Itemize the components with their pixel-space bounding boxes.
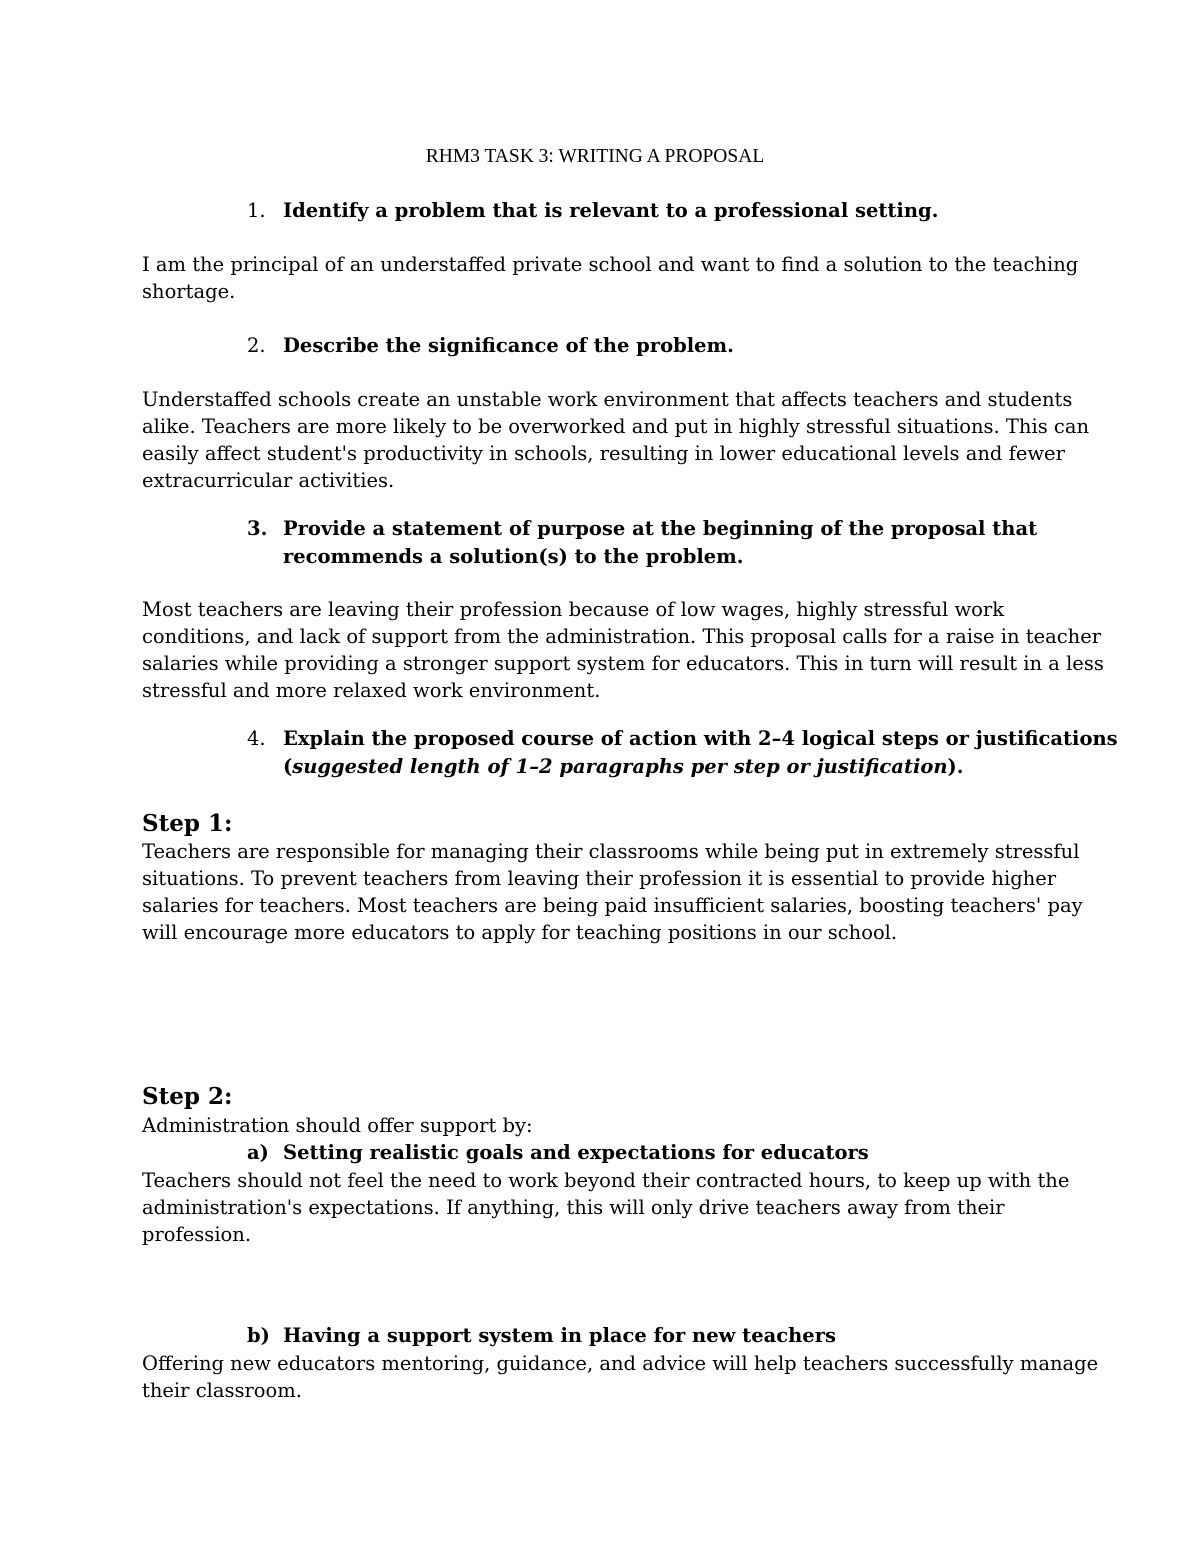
- question-3-line-2: recommends a solution(s) to the problem.: [283, 545, 744, 568]
- question-4-line-2: [283, 753, 964, 781]
- answer-1-line-1: I am the principal of an understaffed private school and want to find a solution to the teaching: [142, 253, 1079, 276]
- step-2-sub-b-label: b): [247, 1324, 270, 1347]
- step-2-sub-a-line-2: administration's expectations. If anything, this will only drive teachers away from their: [142, 1196, 1005, 1219]
- step-1-line-4: will encourage more educators to apply for teaching positions in our school.: [142, 921, 898, 944]
- step-2-intro: Administration should offer support by:: [142, 1114, 533, 1137]
- step-2-heading: Step 2:: [142, 1083, 233, 1110]
- step-2-sub-b-text: Having a support system in place for new teachers: [283, 1324, 836, 1347]
- step-2-sub-b-heading: [247, 1322, 836, 1349]
- step-1-heading: Step 1:: [142, 810, 233, 837]
- question-2: [247, 332, 734, 360]
- question-3-line-1: Provide a statement of purpose at the beginning of the proposal that: [283, 517, 1038, 540]
- question-4-close-paren: ).: [947, 755, 964, 778]
- answer-2-line-2: alike. Teachers are more likely to be overworked and put in highly stressful situations. This can: [142, 415, 1090, 438]
- step-2-sub-a-line-3: profession.: [142, 1223, 252, 1246]
- question-4: [247, 725, 1118, 753]
- step-1-line-3: salaries for teachers. Most teachers are being paid insufficient salaries, boosting teachers' pay: [142, 894, 1083, 917]
- answer-2-line-3: easily affect student's productivity in schools, resulting in lower educational levels and fewer: [142, 442, 1065, 465]
- answer-1-line-2: shortage.: [142, 280, 236, 303]
- step-2-sub-b-line-1: Offering new educators mentoring, guidance, and advice will help teachers successfully manage: [142, 1352, 1099, 1375]
- answer-3-line-4: stressful and more relaxed work environment.: [142, 679, 601, 702]
- question-4-number: 4.: [247, 727, 266, 750]
- answer-3-line-2: conditions, and lack of support from the administration. This proposal calls for a raise in teacher: [142, 625, 1102, 648]
- step-2-sub-a-heading: [247, 1139, 869, 1166]
- answer-2-line-1: Understaffed schools create an unstable work environment that affects teachers and students: [142, 388, 1073, 411]
- answer-3-line-1: Most teachers are leaving their profession because of low wages, highly stressful work: [142, 598, 1005, 621]
- question-4-open-paren: (: [283, 755, 293, 778]
- step-2-sub-a-text: Setting realistic goals and expectations for educators: [283, 1141, 869, 1164]
- question-1-number: 1.: [247, 199, 266, 222]
- step-2-sub-a-line-1: Teachers should not feel the need to work beyond their contracted hours, to keep up with the: [142, 1169, 1070, 1192]
- question-2-text: Describe the significance of the problem.: [283, 334, 734, 357]
- question-3: [247, 515, 1037, 543]
- question-2-number: 2.: [247, 334, 266, 357]
- question-4-italic-note: suggested length of 1–2 paragraphs per step or justification: [292, 755, 948, 778]
- step-2-sub-b-line-2: their classroom.: [142, 1379, 302, 1402]
- question-4-line-1: Explain the proposed course of action with 2–4 logical steps or justifications: [283, 727, 1118, 750]
- question-1: [247, 197, 938, 225]
- step-2-sub-a-label: a): [247, 1141, 269, 1164]
- answer-2-line-4: extracurricular activities.: [142, 469, 395, 492]
- step-1-line-1: Teachers are responsible for managing their classrooms while being put in extremely stressful: [142, 840, 1080, 863]
- question-3-number: 3.: [247, 517, 268, 540]
- step-1-line-2: situations. To prevent teachers from leaving their profession it is essential to provide higher: [142, 867, 1057, 890]
- answer-3-line-3: salaries while providing a stronger support system for educators. This in turn will result in a less: [142, 652, 1104, 675]
- question-1-text: Identify a problem that is relevant to a professional setting.: [283, 199, 939, 222]
- document-title: RHM3 TASK 3: WRITING A PROPOSAL: [425, 146, 765, 167]
